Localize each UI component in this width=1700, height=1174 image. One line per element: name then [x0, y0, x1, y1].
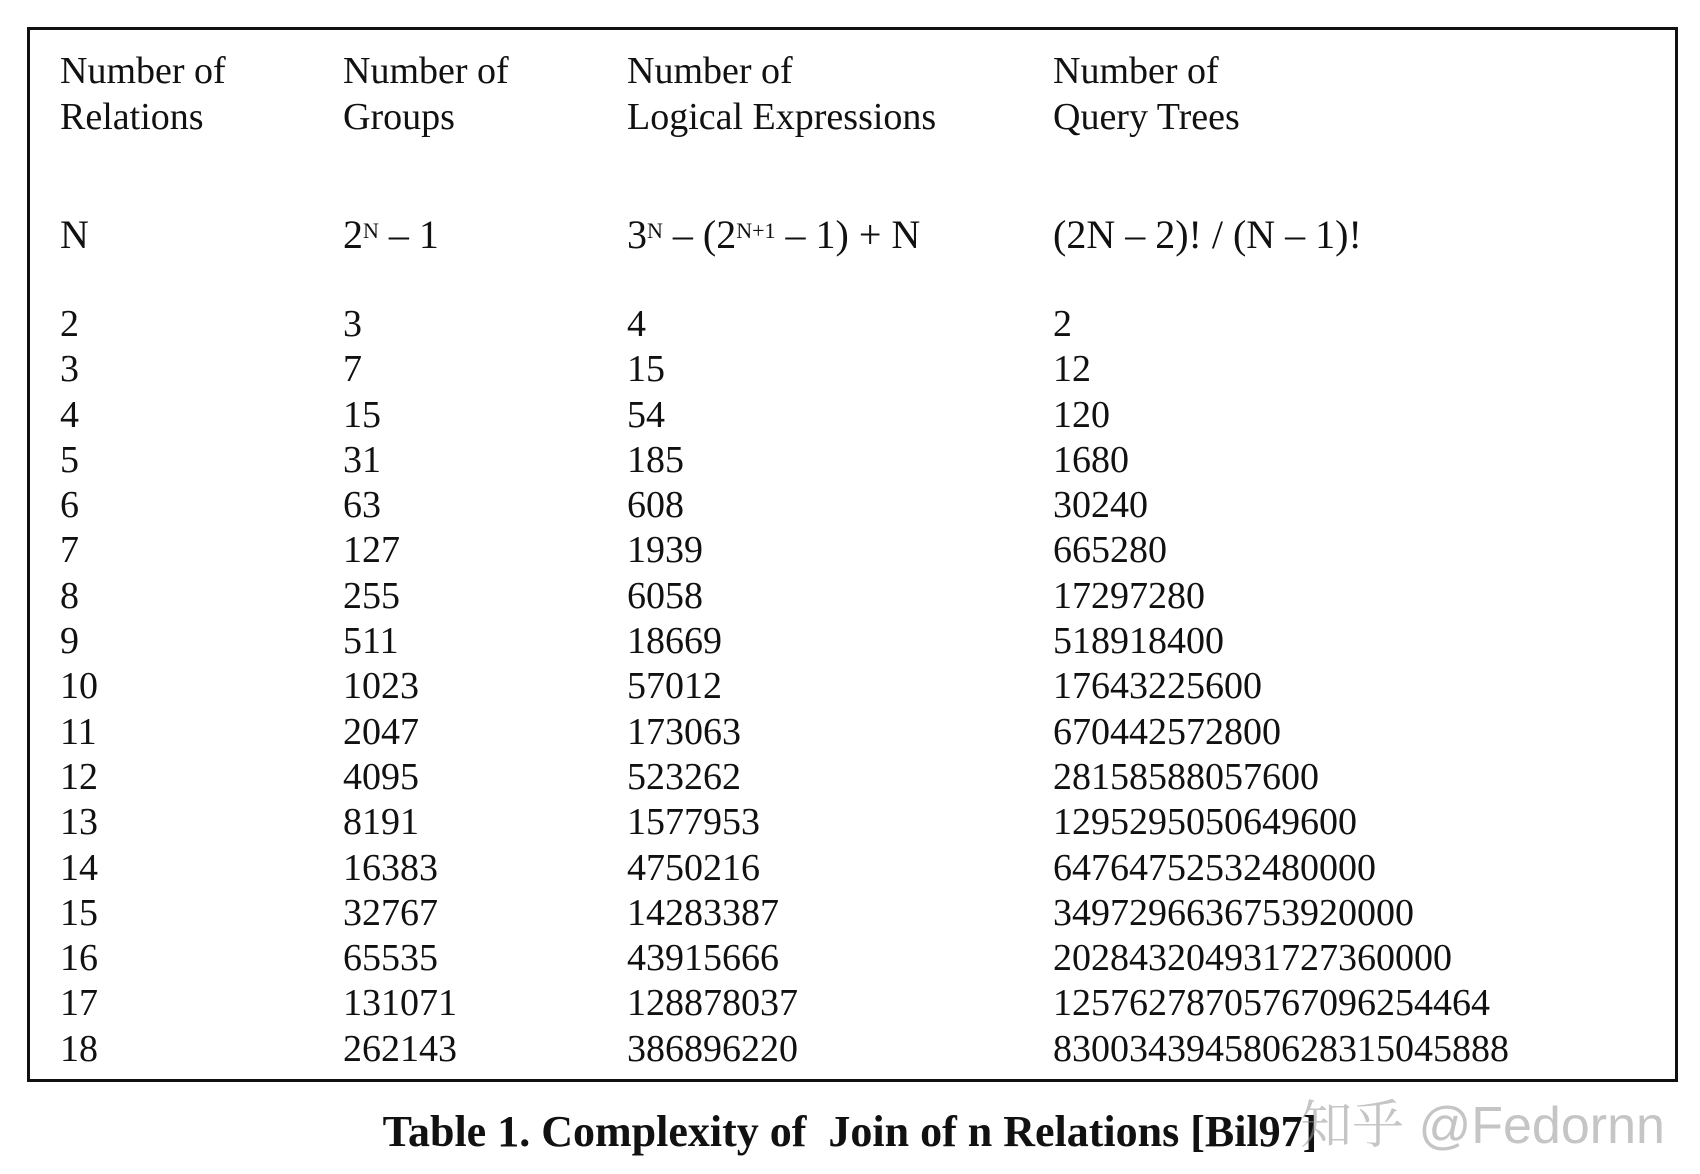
cell-trees: 1680	[1053, 438, 1129, 481]
column-trees	[1053, 302, 1509, 1072]
cell-trees: 30240	[1053, 484, 1148, 527]
cell-trees: 17643225600	[1053, 665, 1262, 708]
cell-groups: 127	[343, 529, 400, 572]
formula-logical-sup2: N+1	[736, 218, 776, 243]
cell-relations: 12	[60, 755, 98, 798]
header-relations-line1: Number of	[60, 50, 226, 92]
cell-groups: 15	[343, 393, 381, 436]
cell-relations: 11	[60, 710, 97, 753]
cell-groups: 262143	[343, 1027, 457, 1070]
cell-relations: 2	[60, 303, 79, 345]
cell-groups: 8191	[343, 801, 419, 844]
cell-logical: 4	[627, 303, 646, 345]
cell-logical: 6058	[627, 574, 703, 617]
cell-relations: 3	[60, 348, 79, 391]
formula-logical-mid: – (2	[662, 212, 737, 257]
formula-logical-base: 3	[627, 212, 647, 257]
cell-groups: 65535	[343, 937, 438, 980]
cell-trees: 120	[1053, 393, 1110, 436]
cell-trees: 12576278705767096254464	[1053, 982, 1490, 1025]
formula-groups-base: 2	[343, 212, 363, 257]
header-groups	[343, 48, 509, 140]
cell-trees: 28158588057600	[1053, 755, 1319, 798]
header-groups-line1: Number of	[343, 50, 509, 92]
formula-groups-rest: – 1	[378, 212, 439, 257]
cell-groups: 511	[343, 620, 399, 663]
cell-relations: 8	[60, 574, 79, 617]
cell-logical: 43915666	[627, 937, 779, 980]
formula-logical	[627, 212, 920, 258]
cell-trees: 2	[1053, 303, 1072, 345]
cell-logical: 15	[627, 348, 665, 391]
cell-logical: 4750216	[627, 846, 760, 889]
cell-relations: 5	[60, 438, 79, 481]
cell-logical: 14283387	[627, 891, 779, 934]
cell-groups: 2047	[343, 710, 419, 753]
cell-logical: 185	[627, 438, 684, 481]
cell-relations: 18	[60, 1027, 98, 1070]
header-trees-line1: Number of	[1053, 50, 1219, 92]
cell-relations: 17	[60, 982, 98, 1025]
column-groups	[343, 302, 457, 1072]
cell-logical: 1577953	[627, 801, 760, 844]
cell-trees: 202843204931727360000	[1053, 937, 1452, 980]
table-frame	[27, 27, 1678, 1082]
cell-groups: 16383	[343, 846, 438, 889]
cell-logical: 54	[627, 393, 665, 436]
cell-relations: 14	[60, 846, 98, 889]
cell-logical: 608	[627, 484, 684, 527]
cell-groups: 32767	[343, 891, 438, 934]
header-groups-line2: Groups	[343, 96, 455, 138]
column-relations	[60, 302, 98, 1072]
formula-groups-sup: N	[363, 218, 379, 243]
formula-logical-rest: – 1) + N	[775, 212, 921, 257]
cell-trees: 670442572800	[1053, 710, 1281, 753]
cell-logical: 386896220	[627, 1027, 798, 1070]
cell-logical: 18669	[627, 620, 722, 663]
cell-trees: 17297280	[1053, 574, 1205, 617]
cell-groups: 131071	[343, 982, 457, 1025]
header-relations-line2: Relations	[60, 96, 204, 138]
cell-trees: 3497296636753920000	[1053, 891, 1414, 934]
header-relations	[60, 48, 226, 140]
cell-relations: 13	[60, 801, 98, 844]
formula-trees	[1053, 212, 1362, 258]
cell-logical: 523262	[627, 755, 741, 798]
cell-relations: 7	[60, 529, 79, 572]
cell-groups: 31	[343, 438, 381, 481]
cell-relations: 6	[60, 484, 79, 527]
header-logical-line1: Number of	[627, 50, 793, 92]
cell-groups: 1023	[343, 665, 419, 708]
cell-logical: 57012	[627, 665, 722, 708]
formula-groups	[343, 212, 439, 258]
cell-trees: 665280	[1053, 529, 1167, 572]
table-caption: Table 1. Complexity of Join of n Relations [Bil97]	[382, 1107, 1318, 1156]
cell-relations: 9	[60, 620, 79, 663]
header-trees	[1053, 48, 1240, 140]
cell-trees: 12	[1053, 348, 1091, 391]
formula-logical-sup: N	[647, 218, 663, 243]
cell-groups: 4095	[343, 755, 419, 798]
formula-relations	[60, 212, 89, 258]
watermark: 知乎 @Fedornn	[1300, 1097, 1665, 1155]
formula-trees-text: (2N – 2)! / (N – 1)!	[1053, 212, 1362, 257]
cell-relations: 15	[60, 891, 98, 934]
cell-logical: 173063	[627, 710, 741, 753]
header-logical-line2: Logical Expressions	[627, 96, 937, 138]
cell-groups: 7	[343, 348, 362, 391]
cell-groups: 255	[343, 574, 400, 617]
header-logical	[627, 48, 936, 140]
cell-relations: 10	[60, 665, 98, 708]
header-trees-line2: Query Trees	[1053, 96, 1240, 138]
cell-logical: 1939	[627, 529, 703, 572]
formula-relations-text: N	[60, 212, 89, 257]
cell-trees: 64764752532480000	[1053, 846, 1376, 889]
cell-groups: 63	[343, 484, 381, 527]
cell-trees: 1295295050649600	[1053, 801, 1357, 844]
cell-trees: 518918400	[1053, 620, 1224, 663]
cell-groups: 3	[343, 303, 362, 345]
cell-relations: 4	[60, 393, 79, 436]
cell-relations: 16	[60, 937, 98, 980]
column-logical	[627, 302, 798, 1072]
cell-logical: 128878037	[627, 982, 798, 1025]
cell-trees: 830034394580628315045888	[1053, 1027, 1509, 1070]
